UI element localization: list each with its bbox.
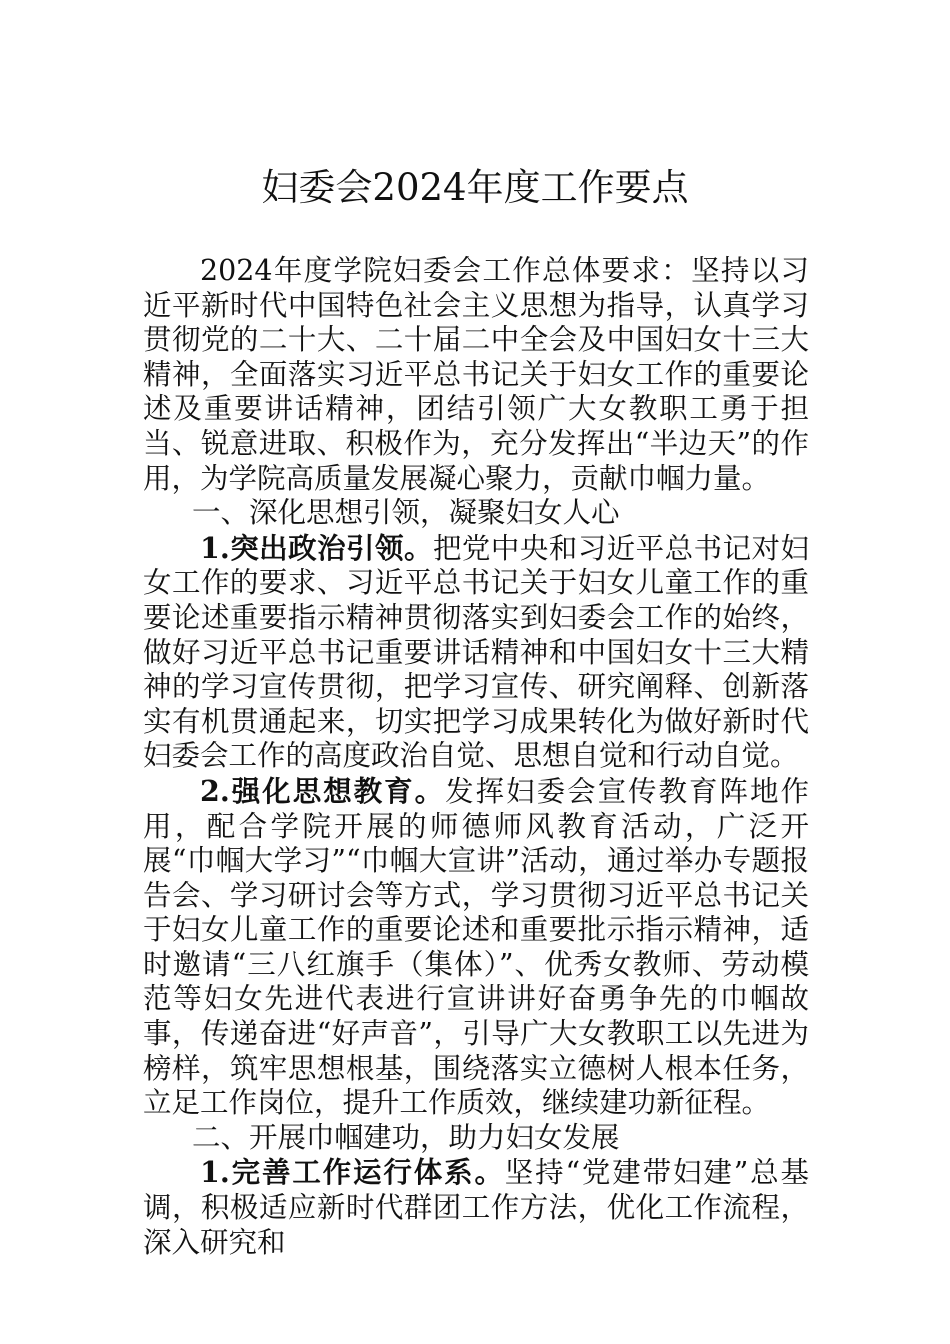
intro-paragraph: 2024年度学院妇委会工作总体要求：坚持以习近平新时代中国特色社会主义思想为指导，认真学习贯彻党的二十大、二十届二中全会及中国妇女十三大精神，全面落实习近平总书记关于妇女工作的重要论述及重要讲话精神，团结引领广大女教职工勇于担当、锐意进取、积极作为，充分发挥出“半边天”的作用，为学院高质量发展凝心聚力，贡献巾帼力量。 [143, 254, 809, 495]
item-lead: 1.完善工作运行体系。 [200, 1155, 505, 1190]
section-1-item-1 [143, 531, 809, 774]
item-lead: 1.突出政治引领。 [200, 530, 433, 565]
item-text: 把党中央和习近平总书记对妇女工作的要求、习近平总书记关于妇女儿童工作的重要论述重要指示精神贯彻落实到妇委会工作的始终，做好习近平总书记重要讲话精神和中国妇女十三大精神的学习宣传贯彻，把学习宣传、研究阐释、创新落实有机贯通起来，切实把学习成果转化为做好新时代妇委会工作的高度政治自觉、思想自觉和行动自觉。 [143, 531, 809, 773]
section-1-item-2 [143, 774, 809, 1121]
item-text: 发挥妇委会宣传教育阵地作用，配合学院开展的师德师风教育活动，广泛开展“巾帼大学习”“巾帼大宣讲”活动，通过举办专题报告会、学习研讨会等方式，学习贯彻习近平总书记关于妇女儿童工作的重要论述和重要批示指示精神，适时邀请“三八红旗手（集体）”、优秀女教师、劳动模范等妇女先进代表进行宣讲讲好奋勇争先的巾帼故事，传递奋进“好声音”，引导广大女教职工以先进为榜样，筑牢思想根基，围绕落实立德树人根本任务，立足工作岗位，提升工作质效，继续建功新征程。 [143, 774, 809, 1120]
item-text: 坚持“党建带妇建”总基调，积极适应新时代群团工作方法，优化工作流程，深入研究和 [143, 1156, 809, 1259]
section-heading-1: 一、深化思想引领，凝聚妇女人心 [192, 496, 620, 530]
section-2-item-1 [143, 1155, 809, 1260]
document-title: 妇委会2024年度工作要点 [261, 166, 689, 209]
document-body [143, 254, 809, 1260]
item-lead: 2.强化思想教育。 [200, 773, 446, 808]
section-heading-2: 二、开展巾帼建功，助力妇女发展 [192, 1120, 620, 1154]
